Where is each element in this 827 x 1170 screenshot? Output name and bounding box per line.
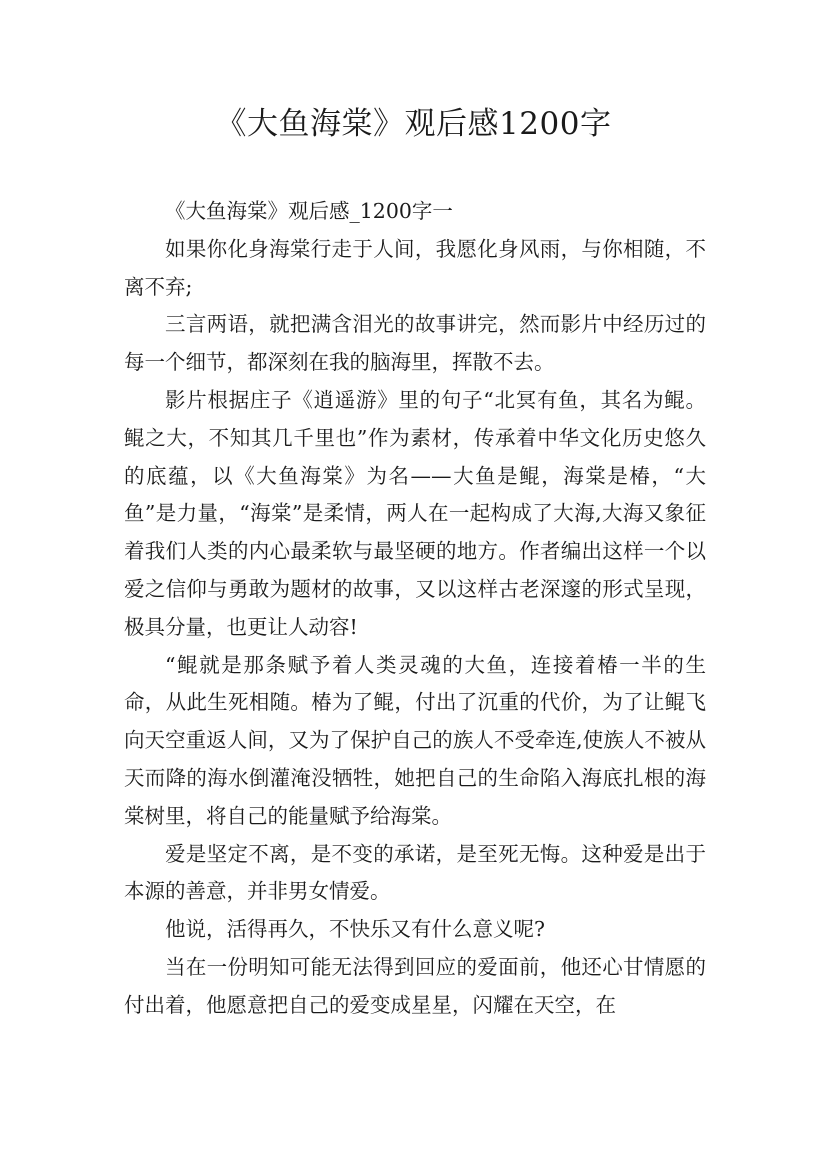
paragraph: 影片根据庄子《逍遥游》里的句子“北冥有鱼，其名为鲲。鲲之大，不知其几千里也”作为素材，传承着中华文化历史悠久的底蕴，以《大鱼海棠》为名——大鱼是鲲，海棠是椿，“大鱼”是力量，“海棠”是柔情，两人在一起构成了大海,大海又象征着我们人类的内心最柔软与最坚硬的地方。作者编出这样一个以爱之信仰与勇敢为题材的故事，又以这样古老深邃的形式呈现，极具分量，也更让人动容! — [124, 387, 706, 639]
document-title: 《大鱼海棠》观后感1200字 — [215, 106, 612, 142]
paragraph: 他说，活得再久，不快乐又有什么意义呢? — [165, 917, 545, 942]
paragraph: 当在一份明知可能无法得到回应的爱面前，他还心甘情愿的付出着，他愿意把自己的爱变成星星，闪耀在天空，在 — [124, 954, 706, 1017]
paragraph: 如果你化身海棠行走于人间，我愿化身风雨，与你相随，不离不弃; — [124, 236, 706, 299]
paragraph: “鲲就是那条赋予着人类灵魂的大鱼，连接着椿一半的生命，从此生死相随。椿为了鲲，付出了沉重的代价，为了让鲲飞向天空重返人间，又为了保护自己的族人不受牵连,使族人不被从天而降的海水倒灌淹没牺牲，她把自己的生命陷入海底扎根的海棠树里，将自己的能量赋予给海棠。 — [124, 652, 706, 828]
paragraph: 三言两语，就把满含泪光的故事讲完，然而影片中经历过的每一个细节，都深刻在我的脑海里，挥散不去。 — [124, 312, 706, 375]
document-body — [124, 193, 706, 1025]
paragraph: 《大鱼海棠》观后感_1200字一 — [165, 199, 453, 223]
paragraph: 爱是坚定不离，是不变的承诺，是至死无悔。这种爱是出于本源的善意，并非男女情爱。 — [124, 841, 706, 904]
